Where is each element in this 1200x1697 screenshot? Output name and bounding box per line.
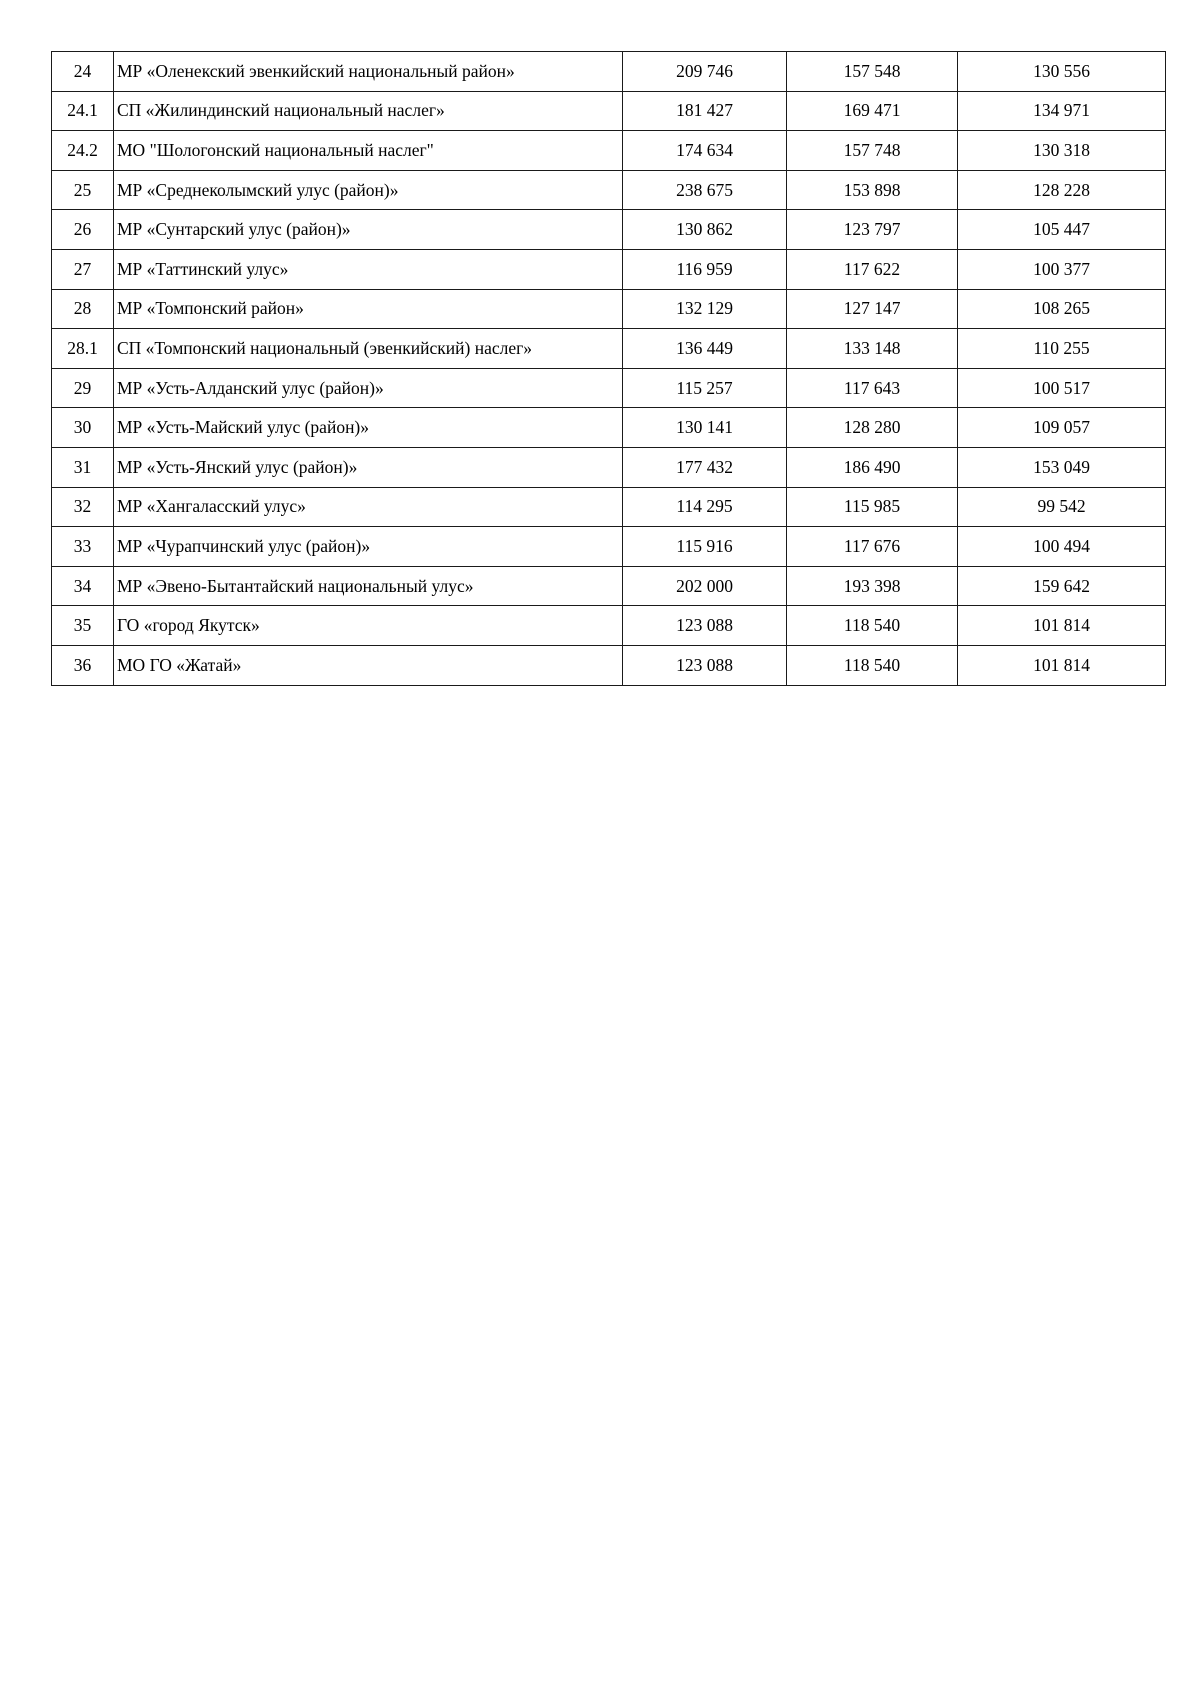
- value-cell-3: 130 556: [958, 52, 1166, 92]
- value-cell-2: 153 898: [787, 170, 958, 210]
- value-cell-1: 116 959: [623, 249, 787, 289]
- municipality-name-cell: МР «Таттинский улус»: [114, 249, 623, 289]
- value-cell-1: 238 675: [623, 170, 787, 210]
- value-cell-1: 136 449: [623, 329, 787, 369]
- value-cell-3: 134 971: [958, 91, 1166, 131]
- table-row: [52, 527, 1166, 567]
- value-cell-1: 181 427: [623, 91, 787, 131]
- value-cell-3: 100 517: [958, 368, 1166, 408]
- row-number-cell: 34: [52, 566, 114, 606]
- value-cell-2: 186 490: [787, 447, 958, 487]
- municipality-name-cell: МР «Чурапчинский улус (район)»: [114, 527, 623, 567]
- row-number-cell: 29: [52, 368, 114, 408]
- table-row: [52, 645, 1166, 685]
- municipality-name-cell: МР «Томпонский район»: [114, 289, 623, 329]
- row-number-cell: 24.2: [52, 131, 114, 171]
- value-cell-1: 132 129: [623, 289, 787, 329]
- value-cell-3: 100 494: [958, 527, 1166, 567]
- table-row: [52, 606, 1166, 646]
- table-body: [52, 52, 1166, 686]
- row-number-cell: 33: [52, 527, 114, 567]
- table-row: [52, 566, 1166, 606]
- row-number-cell: 30: [52, 408, 114, 448]
- municipality-name-cell: МО ГО «Жатай»: [114, 645, 623, 685]
- table-row: [52, 487, 1166, 527]
- value-cell-3: 105 447: [958, 210, 1166, 250]
- value-cell-2: 117 643: [787, 368, 958, 408]
- row-number-cell: 24.1: [52, 91, 114, 131]
- value-cell-3: 108 265: [958, 289, 1166, 329]
- table-row: [52, 368, 1166, 408]
- row-number-cell: 28.1: [52, 329, 114, 369]
- row-number-cell: 26: [52, 210, 114, 250]
- value-cell-1: 130 141: [623, 408, 787, 448]
- value-cell-3: 99 542: [958, 487, 1166, 527]
- value-cell-3: 128 228: [958, 170, 1166, 210]
- row-number-cell: 25: [52, 170, 114, 210]
- value-cell-2: 157 548: [787, 52, 958, 92]
- value-cell-1: 202 000: [623, 566, 787, 606]
- municipality-name-cell: МР «Сунтарский улус (район)»: [114, 210, 623, 250]
- value-cell-1: 123 088: [623, 645, 787, 685]
- value-cell-1: 115 257: [623, 368, 787, 408]
- value-cell-1: 174 634: [623, 131, 787, 171]
- value-cell-1: 114 295: [623, 487, 787, 527]
- value-cell-3: 109 057: [958, 408, 1166, 448]
- table-row: [52, 447, 1166, 487]
- value-cell-2: 193 398: [787, 566, 958, 606]
- municipality-name-cell: МР «Оленекский эвенкийский национальный район»: [114, 52, 623, 92]
- municipality-name-cell: МР «Среднеколымский улус (район)»: [114, 170, 623, 210]
- value-cell-3: 101 814: [958, 645, 1166, 685]
- value-cell-1: 130 862: [623, 210, 787, 250]
- table-row: [52, 289, 1166, 329]
- value-cell-3: 153 049: [958, 447, 1166, 487]
- value-cell-2: 117 676: [787, 527, 958, 567]
- row-number-cell: 24: [52, 52, 114, 92]
- municipality-name-cell: МР «Усть-Алданский улус (район)»: [114, 368, 623, 408]
- row-number-cell: 35: [52, 606, 114, 646]
- municipality-name-cell: МР «Усть-Янский улус (район)»: [114, 447, 623, 487]
- value-cell-1: 123 088: [623, 606, 787, 646]
- row-number-cell: 31: [52, 447, 114, 487]
- value-cell-2: 117 622: [787, 249, 958, 289]
- value-cell-2: 118 540: [787, 645, 958, 685]
- table-row: [52, 408, 1166, 448]
- value-cell-1: 115 916: [623, 527, 787, 567]
- value-cell-2: 133 148: [787, 329, 958, 369]
- municipal-data-table: [51, 51, 1166, 686]
- row-number-cell: 27: [52, 249, 114, 289]
- value-cell-1: 209 746: [623, 52, 787, 92]
- value-cell-1: 177 432: [623, 447, 787, 487]
- municipality-name-cell: МО "Шологонский национальный наслег": [114, 131, 623, 171]
- table-row: [52, 249, 1166, 289]
- municipality-name-cell: СП «Жилиндинский национальный наслег»: [114, 91, 623, 131]
- row-number-cell: 28: [52, 289, 114, 329]
- row-number-cell: 36: [52, 645, 114, 685]
- value-cell-2: 115 985: [787, 487, 958, 527]
- municipality-name-cell: МР «Усть-Майский улус (район)»: [114, 408, 623, 448]
- table-row: [52, 131, 1166, 171]
- row-number-cell: 32: [52, 487, 114, 527]
- municipality-name-cell: МР «Эвено-Бытантайский национальный улус»: [114, 566, 623, 606]
- value-cell-2: 128 280: [787, 408, 958, 448]
- municipality-name-cell: СП «Томпонский национальный (эвенкийский) наслег»: [114, 329, 623, 369]
- value-cell-3: 101 814: [958, 606, 1166, 646]
- value-cell-3: 100 377: [958, 249, 1166, 289]
- municipality-name-cell: МР «Хангаласский улус»: [114, 487, 623, 527]
- table-row: [52, 170, 1166, 210]
- table-row: [52, 329, 1166, 369]
- value-cell-2: 118 540: [787, 606, 958, 646]
- value-cell-3: 130 318: [958, 131, 1166, 171]
- value-cell-2: 123 797: [787, 210, 958, 250]
- table-row: [52, 52, 1166, 92]
- value-cell-2: 127 147: [787, 289, 958, 329]
- municipality-name-cell: ГО «город Якутск»: [114, 606, 623, 646]
- value-cell-2: 169 471: [787, 91, 958, 131]
- table-row: [52, 91, 1166, 131]
- value-cell-2: 157 748: [787, 131, 958, 171]
- value-cell-3: 159 642: [958, 566, 1166, 606]
- value-cell-3: 110 255: [958, 329, 1166, 369]
- table-row: [52, 210, 1166, 250]
